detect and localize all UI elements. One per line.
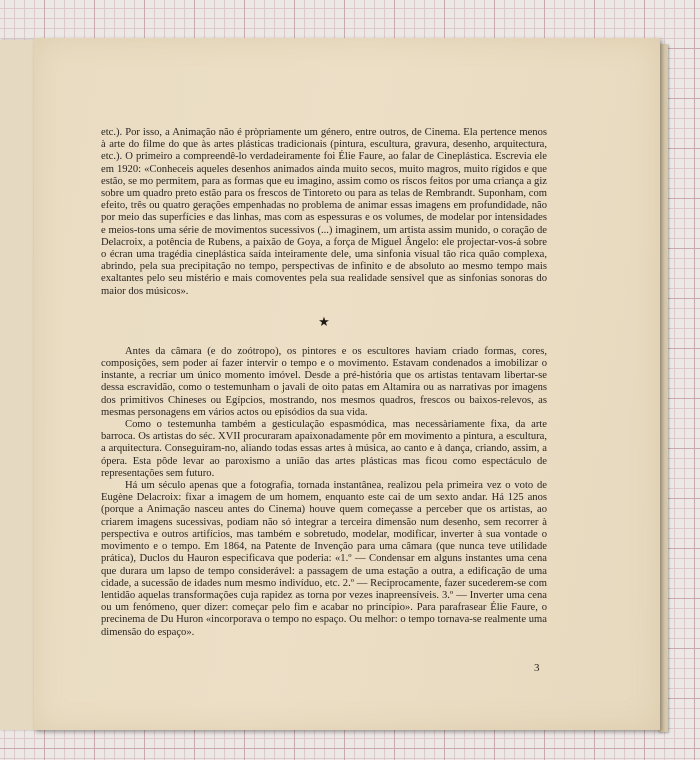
page-number: 3 bbox=[534, 662, 540, 674]
paragraph-2: Antes da câmara (e do zoótropo), os pintores e os escultores haviam criado formas, cores, composições, sem poder aí fazer intervir o tempo e o movimento. Estavam condenados a imobilizar o instante, a recriar um único momento imóvel. Desde a pré-história que os artistas tentavam libertar-se dessa escravidão, como o testemunham o javali de oito patas em Altamira ou as narrativas por imagens dos primitivos Chineses ou Egípcios, mostrando, nos mesmos quadros, frescos ou baixos-relevos, as mesmas personagens em vários actos ou episódios da sua vida. bbox=[101, 345, 547, 418]
page-edge bbox=[658, 44, 668, 732]
body-text bbox=[101, 127, 547, 639]
star-separator-icon: ★ bbox=[318, 313, 330, 329]
paragraph-1: etc.). Por isso, a Animação não é pròpriamente um género, entre outros, de Cinema. Ela pertence menos à arte do filme do que às artes plásticas tradicionais (pintura, escultura, gravura, desenho, arquitectura, etc.). O primeiro a compreendê-lo verdadeiramente foi Élie Faure, ao falar de Cineplástica. Escrevia ele em 1920: «Conheceis aqueles desenhos animados ainda muito secos, muito magros, muito rígidos e que estão, se mo permitem, para as formas que eu imagino, assim como os riscos feitos por uma criança a giz sobre um quadro preto estão para os frescos de Tintoreto ou para as telas de Rembrandt. Suponham, com efeito, três ou quatro gerações empenhadas no problema de animar essas imagens em profundidade, não por meio das superfícies e das linhas, mas com as espessuras e os volumes, de modelar por intensidades e meios-tons uma série de movimentos sucessivos (...) imaginem, um artista assim munido, o coração de Delacroix, a potência de Rubens, a paixão de Goya, a força de Miguel Ângelo: ele projectar-vos-á sobre o écran uma tragédia cineplástica saída inteiramente dele, uma sinfonia visual tão rica quão complexa, abrindo, pela sua precipitação no tempo, perspectivas de infinito e de absoluto ao mesmo tempo mais exaltantes pelo seu mistério e mais comoventes pela sua realidade sensível que as sinfonias sonoras do maior dos músicos». bbox=[101, 127, 547, 297]
paragraph-3: Como o testemunha também a gesticulação espasmódica, mas necessàriamente fixa, da arte barroca. Os artistas do séc. XVII procuraram apaixonadamente pôr em movimento a pintura, a escultura, a arquitectura. Conseguiram-no, aliando todas essas artes à música, ao canto e à dança, criando, assim, a ópera. Esta pôde levar ao paroxismo a união das artes plásticas mas ficou como espectáculo de representações sem futuro. bbox=[101, 419, 547, 479]
paragraph-4: Há um século apenas que a fotografia, tornada instantânea, realizou pela primeira vez o voto de Eugène Delacroix: fixar a imagem de um homem, enquanto este cai de um sexto andar. Há 125 anos (porque a Animação nasceu antes do Cinema) houve quem começasse a perceber que os artistas, ao criarem imagens sucessivas, podiam não só integrar a terceira dimensão num desenho, sem recorrer à perspectiva e outros artifícios, mas também e sobretudo, modelar, modificar, inverter à sua vontade o movimento e o tempo. Em 1864, na Patente de Invenção para uma câmara (que nunca teve utilidade prática), Duclos du Hauron especificava que poderia: «1.º — Condensar em alguns instantes uma cena que durara um lapso de tempo considerável: a passagem de uma estação a outra, a edificação de uma cidade, a sucessão de idades num mesmo indivíduo, etc. 2.º — Reciprocamente, fazer sucederem-se com lentidão aquelas transformações cuja rapidez as torna por vezes inapreensíveis. 3.º — Inverter uma cena ou um fenómeno, quer dizer: começar pelo fim e acabar no princípio». Para parafrasear Élie Faure, o precinema de Du Huron «incorporava o tempo no espaço. Ou melhor: o tempo tornava-se realmente uma dimensão do espaço». bbox=[101, 480, 547, 638]
